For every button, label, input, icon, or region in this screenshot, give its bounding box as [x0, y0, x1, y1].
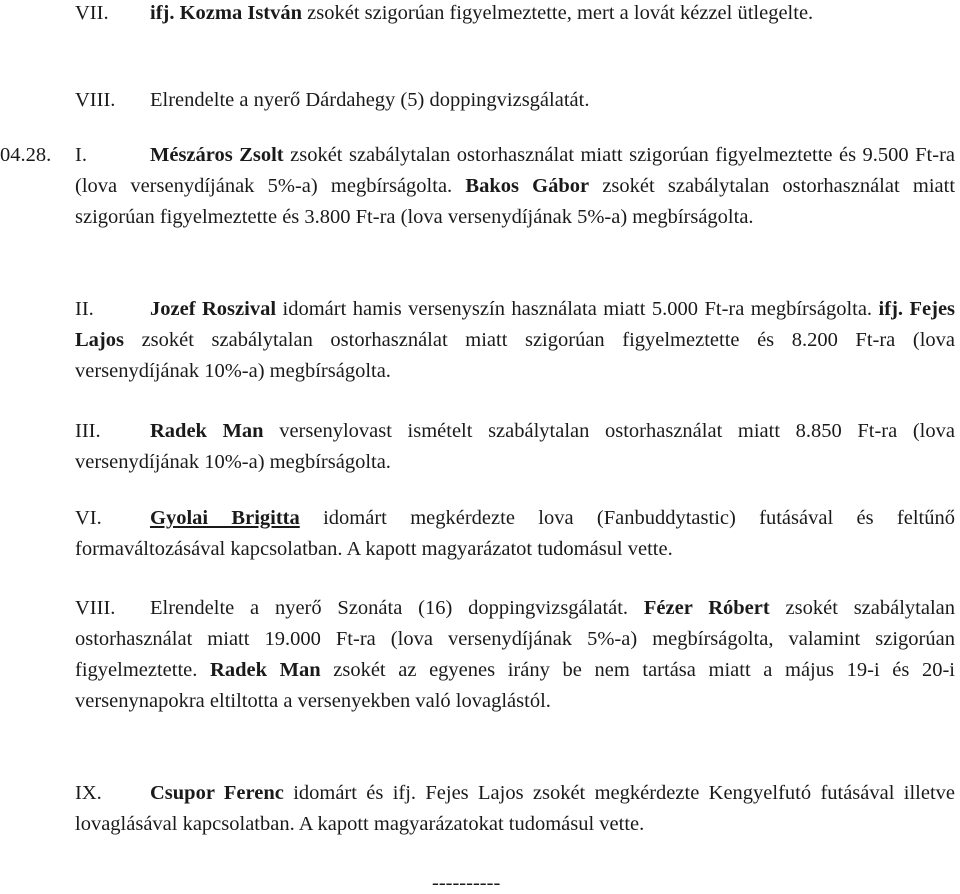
section-number: VI. — [75, 507, 102, 529]
section-number: IX. — [75, 782, 102, 804]
section-i — [75, 140, 955, 233]
date-label: 04.28. — [0, 144, 52, 166]
section-text: idomárt és ifj. Fejes Lajos zsokét megkérdezte Kengyelfutó futásával illetve lovaglásával kapcsolatban. A kapott magyarázatokat tudomásul vette. — [75, 782, 955, 835]
person-name: Bakos Gábor — [465, 175, 590, 197]
person-name: Jozef Roszival — [150, 298, 277, 320]
person-name: Radek Man — [210, 659, 321, 681]
section-text: Elrendelte a nyerő Dárdahegy (5) doppingvizsgálatát. — [150, 89, 590, 111]
section-text: idomárt hamis versenyszín használata miatt 5.000 Ft-ra megbírságolta. — [276, 298, 879, 320]
section-text: zsokét szabálytalan ostorhasználat miatt 19.000 Ft-ra (lova versenydíjának 5%-a) megbírságolta, valamint szigorúan figyelmeztette. — [75, 597, 956, 681]
section-text: Elrendelte a nyerő Szonáta (16) doppingvizsgálatát. — [150, 597, 644, 619]
person-name: Radek Man — [150, 420, 264, 442]
separator-line: ---------- — [432, 872, 501, 894]
section-number: VIII. — [75, 89, 116, 111]
section-viii-first — [75, 85, 955, 116]
section-text: zsokét szabálytalan ostorhasználat miatt szigorúan figyelmeztette és 8.200 Ft-ra (lova versenydíjának 10%-a) megbírságolta. — [75, 329, 955, 382]
section-number: III. — [75, 420, 101, 442]
section-iii — [75, 416, 955, 478]
section-number: VII. — [75, 2, 109, 24]
person-name: Gyolai Brigitta — [150, 507, 300, 529]
section-vii — [75, 0, 955, 29]
section-vi — [75, 503, 955, 565]
person-name: ifj. Kozma István — [150, 2, 303, 24]
section-text: idomárt megkérdezte lova (Fanbuddytastic) futásával és feltűnő formaváltozásával kapcsolatban. A kapott magyarázatot tudomásul vette. — [75, 507, 955, 560]
section-number: II. — [75, 298, 94, 320]
section-viii-second — [75, 593, 955, 717]
section-ix — [75, 778, 955, 840]
person-name: Fézer Róbert — [643, 597, 770, 619]
section-text: versenylovast ismételt szabálytalan ostorhasználat miatt 8.850 Ft-ra (lova versenydíjának 10%-a) megbírságolta. — [75, 420, 955, 473]
section-text: zsokét szabálytalan ostorhasználat miatt szigorúan figyelmeztette és 9.500 Ft-ra (lova versenydíjának 5%-a) megbírságolta. — [75, 144, 955, 197]
person-name: ifj. Fejes Lajos — [75, 298, 956, 351]
person-name: Csupor Ferenc — [150, 782, 284, 804]
section-text: zsokét szabálytalan ostorhasználat miatt szigorúan figyelmeztette és 3.800 Ft-ra (lova versenydíjának 5%-a) megbírságolta. — [75, 175, 956, 228]
section-text: zsokét szigorúan figyelmeztette, mert a lovát kézzel ütlegelte. — [302, 2, 814, 24]
section-number: VIII. — [75, 597, 116, 619]
section-number: I. — [75, 144, 87, 166]
section-ii — [75, 294, 955, 387]
section-text: zsokét az egyenes irány be nem tartása miatt a május 19-i és 20-i versenynapokra eltiltotta a versenyekben való lovaglástól. — [75, 659, 955, 712]
person-name: Mészáros Zsolt — [150, 144, 284, 166]
